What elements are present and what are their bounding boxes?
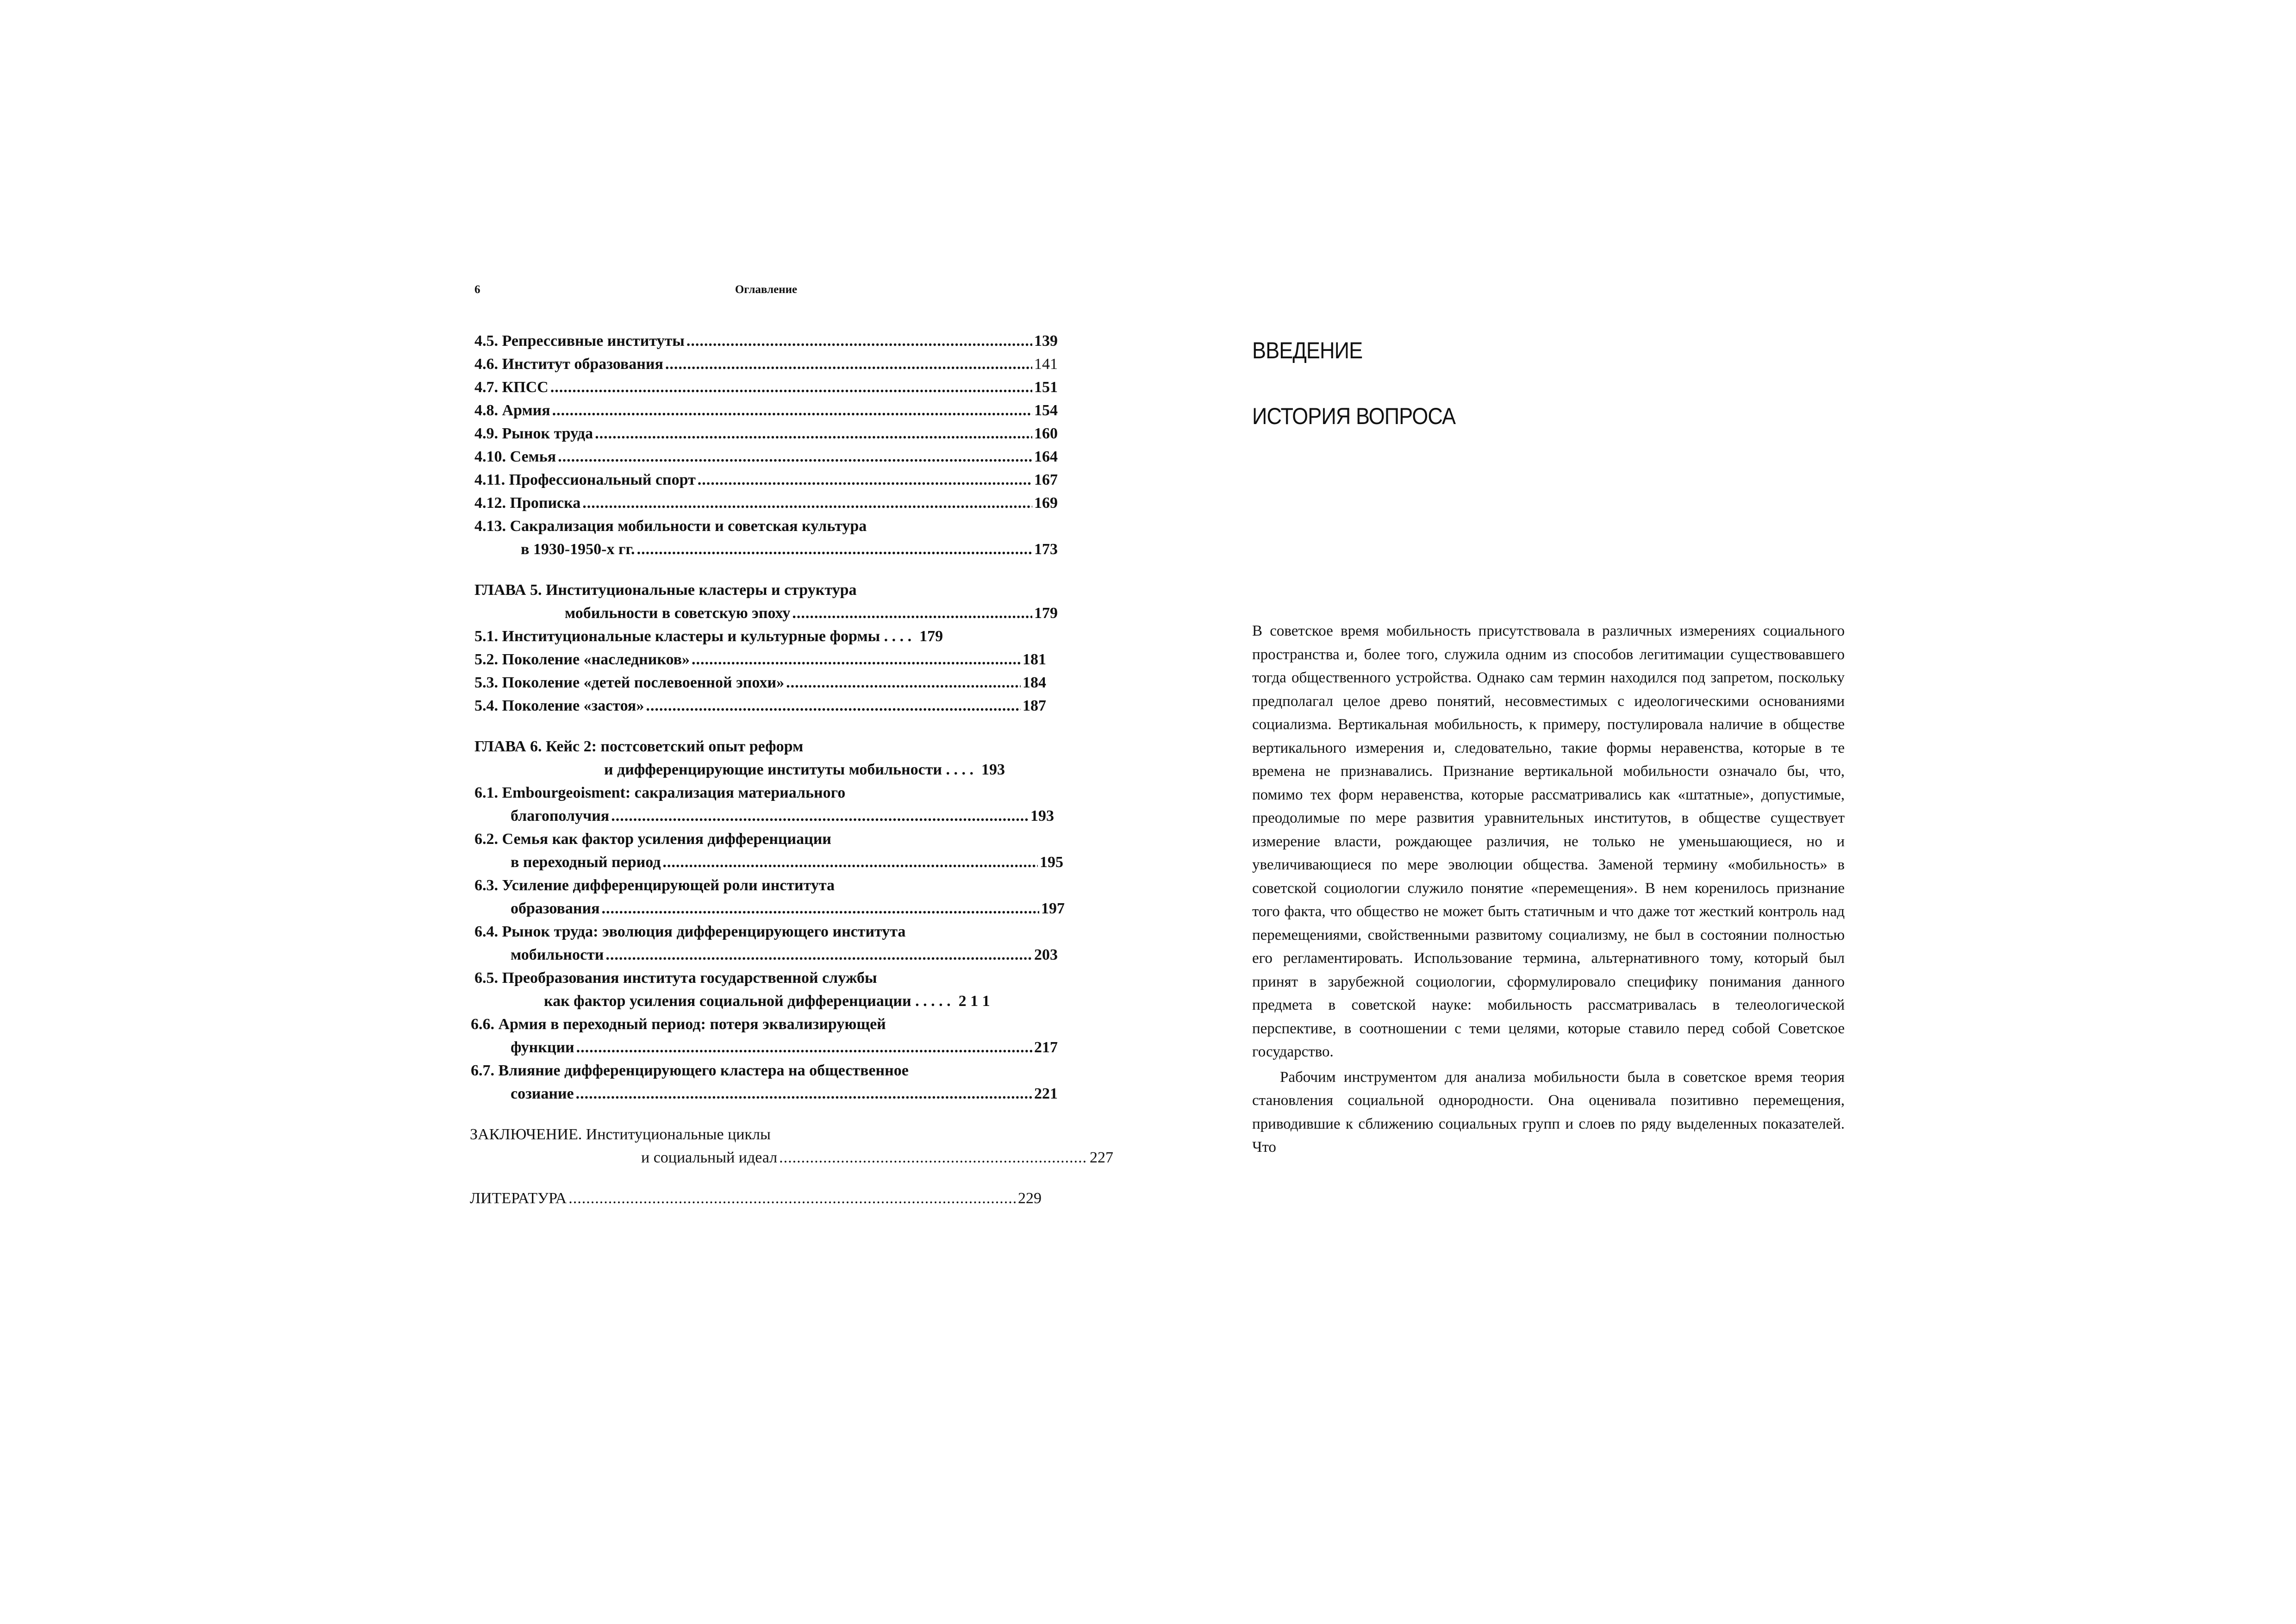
literature-entry[interactable]: ЛИТЕРАТУРА ..... 229 [470, 1187, 1042, 1210]
toc-entry[interactable]: 6.1. Embourgeoisment: сакрализация материального [474, 784, 846, 801]
conclusion-entry[interactable]: ЗАКЛЮЧЕНИЕ. Институциональные циклы [470, 1126, 771, 1143]
chapter-5-heading-cont[interactable]: мобильности в советскую эпоху ..... 179 [474, 602, 1058, 625]
toc-entry[interactable]: 6.5. Преобразования института государственной службы [474, 969, 877, 987]
toc-entry[interactable]: 6.3. Усиление дифференцирующей роли института [474, 877, 835, 894]
toc-entry[interactable]: 4.6. Институт образования ..... 141 [474, 353, 1058, 376]
toc-entry[interactable]: 4.7. КПСС ..... 151 [474, 376, 1058, 399]
toc-entry[interactable]: 4.12. Прописка ..... 169 [474, 492, 1058, 515]
introduction-heading: ВВЕДЕНИЕ [1252, 337, 1363, 363]
toc-entry[interactable]: 5.2. Поколение «наследников» ..... 181 [474, 648, 1046, 671]
toc-entry-continued[interactable]: в 1930-1950-х гг. ..... 173 [474, 538, 1058, 561]
chapter-5-heading[interactable]: ГЛАВА 5. Институциональные кластеры и структура [474, 581, 857, 599]
toc-entry[interactable]: 6.4. Рынок труда: эволюция дифференцирующего института [474, 923, 906, 940]
chapter-6-heading-cont[interactable]: и дифференцирующие институты мобильности . . . . 193 [604, 761, 1005, 778]
paragraph: В советское время мобильность присутствовала в различных измерениях социального пространства и, более того, служила одним из способов легитимации существовавшего тогда общественного устройства. Однако сам термин находился под запретом, поскольку предполагал целое древо понятий, несовместимых с идеологическими основаниями социализма. Вертикальная мобильность, к примеру, постулировала наличие в обществе вертикального измерения и, следовательно, такие формы неравенства, которые в те времена не признавались. Признание вертикальной мобильности означало бы, что, помимо тех форм неравенства, которые рассматривались как «штатные», допустимые, преодолимые по мере развития уравнительных институтов, в обществе существует измерение власти, рождающее различия, не только не уменьшающиеся, но и увеличивающиеся по мере эволюции общества. Заменой термину «мобильность» в советской социологии служило понятие «перемещения». В нем коренилось признание того факта, что общество не может быть статичным и что даже тот жесткий контроль над перемещениями, свойственными развитому социализму, не был в состоянии полностью его регламентировать. Использование термина, альтернативного тому, который был принят в зарубежной социологии, сформулировало специфику понимания данного предмета в советской науке: мобильность рассматривалась в телеологической перспективе, в соотношении с теми целями, которые ставило перед собой Советское государство. [1252, 623, 1845, 1060]
toc-entry[interactable]: 4.5. Репрессивные институты ..... 139 [474, 330, 1058, 353]
paragraph: Рабочим инструментом для анализа мобильности была в советское время теория становления социальной однородности. Она оценивала позитивно перемещения, приводившие к сближению социальных групп и слоев по ряду выделенных показателей. Что [1252, 1068, 1845, 1156]
toc-entry[interactable]: 4.8. Армия ..... 154 [474, 399, 1058, 422]
toc-entry[interactable]: 4.11. Профессиональный спорт ..... 167 [474, 468, 1058, 492]
toc-entry[interactable]: 6.7. Влияние дифференцирующего кластера на общественное [471, 1062, 909, 1079]
toc-entry[interactable]: 4.13. Сакрализация мобильности и советская культура [474, 518, 867, 535]
running-head-title: Оглавление [735, 283, 798, 296]
page-number: 6 [474, 283, 480, 296]
toc-entry-continued[interactable]: функции ..... 217 [474, 1036, 1058, 1059]
toc-entry-continued[interactable]: как фактор усиления социальной дифференциации . . . . . 2 1 1 [544, 993, 990, 1010]
toc-entry-continued[interactable]: мобильности ..... 203 [474, 943, 1058, 967]
toc-entry-continued[interactable]: благополучия ..... 193 [474, 805, 1054, 828]
toc-entry-continued[interactable]: в переходный период ..... 195 [474, 851, 1063, 874]
toc-entry[interactable]: 6.2. Семья как фактор усиления дифференциации [474, 831, 831, 848]
toc-entry[interactable]: 5.1. Институциональные кластеры и культурные формы . . . . 179 [474, 628, 943, 645]
toc-entry[interactable]: 5.3. Поколение «детей послевоенной эпохи» ..... 184 [474, 671, 1046, 694]
toc-entry[interactable]: 5.4. Поколение «застоя» ..... 187 [474, 694, 1046, 718]
conclusion-entry-continued[interactable]: и социальный идеал ..... 227 [474, 1146, 1113, 1169]
toc-entry[interactable]: 6.6. Армия в переходный период: потеря эквализирующей [471, 1016, 886, 1033]
body-text [1252, 619, 1845, 1159]
toc-entry[interactable]: 4.10. Семья ..... 164 [474, 445, 1058, 468]
table-of-contents [470, 330, 1113, 1210]
toc-entry-continued[interactable]: образования ..... 197 [474, 897, 1065, 920]
section-heading: ИСТОРИЯ ВОПРОСА [1252, 403, 1456, 429]
chapter-6-heading[interactable]: ГЛАВА 6. Кейс 2: постсоветский опыт реформ [474, 738, 804, 755]
toc-entry-continued[interactable]: созиание ..... 221 [474, 1082, 1058, 1106]
toc-entry[interactable]: 4.9. Рынок труда ..... 160 [474, 422, 1058, 445]
